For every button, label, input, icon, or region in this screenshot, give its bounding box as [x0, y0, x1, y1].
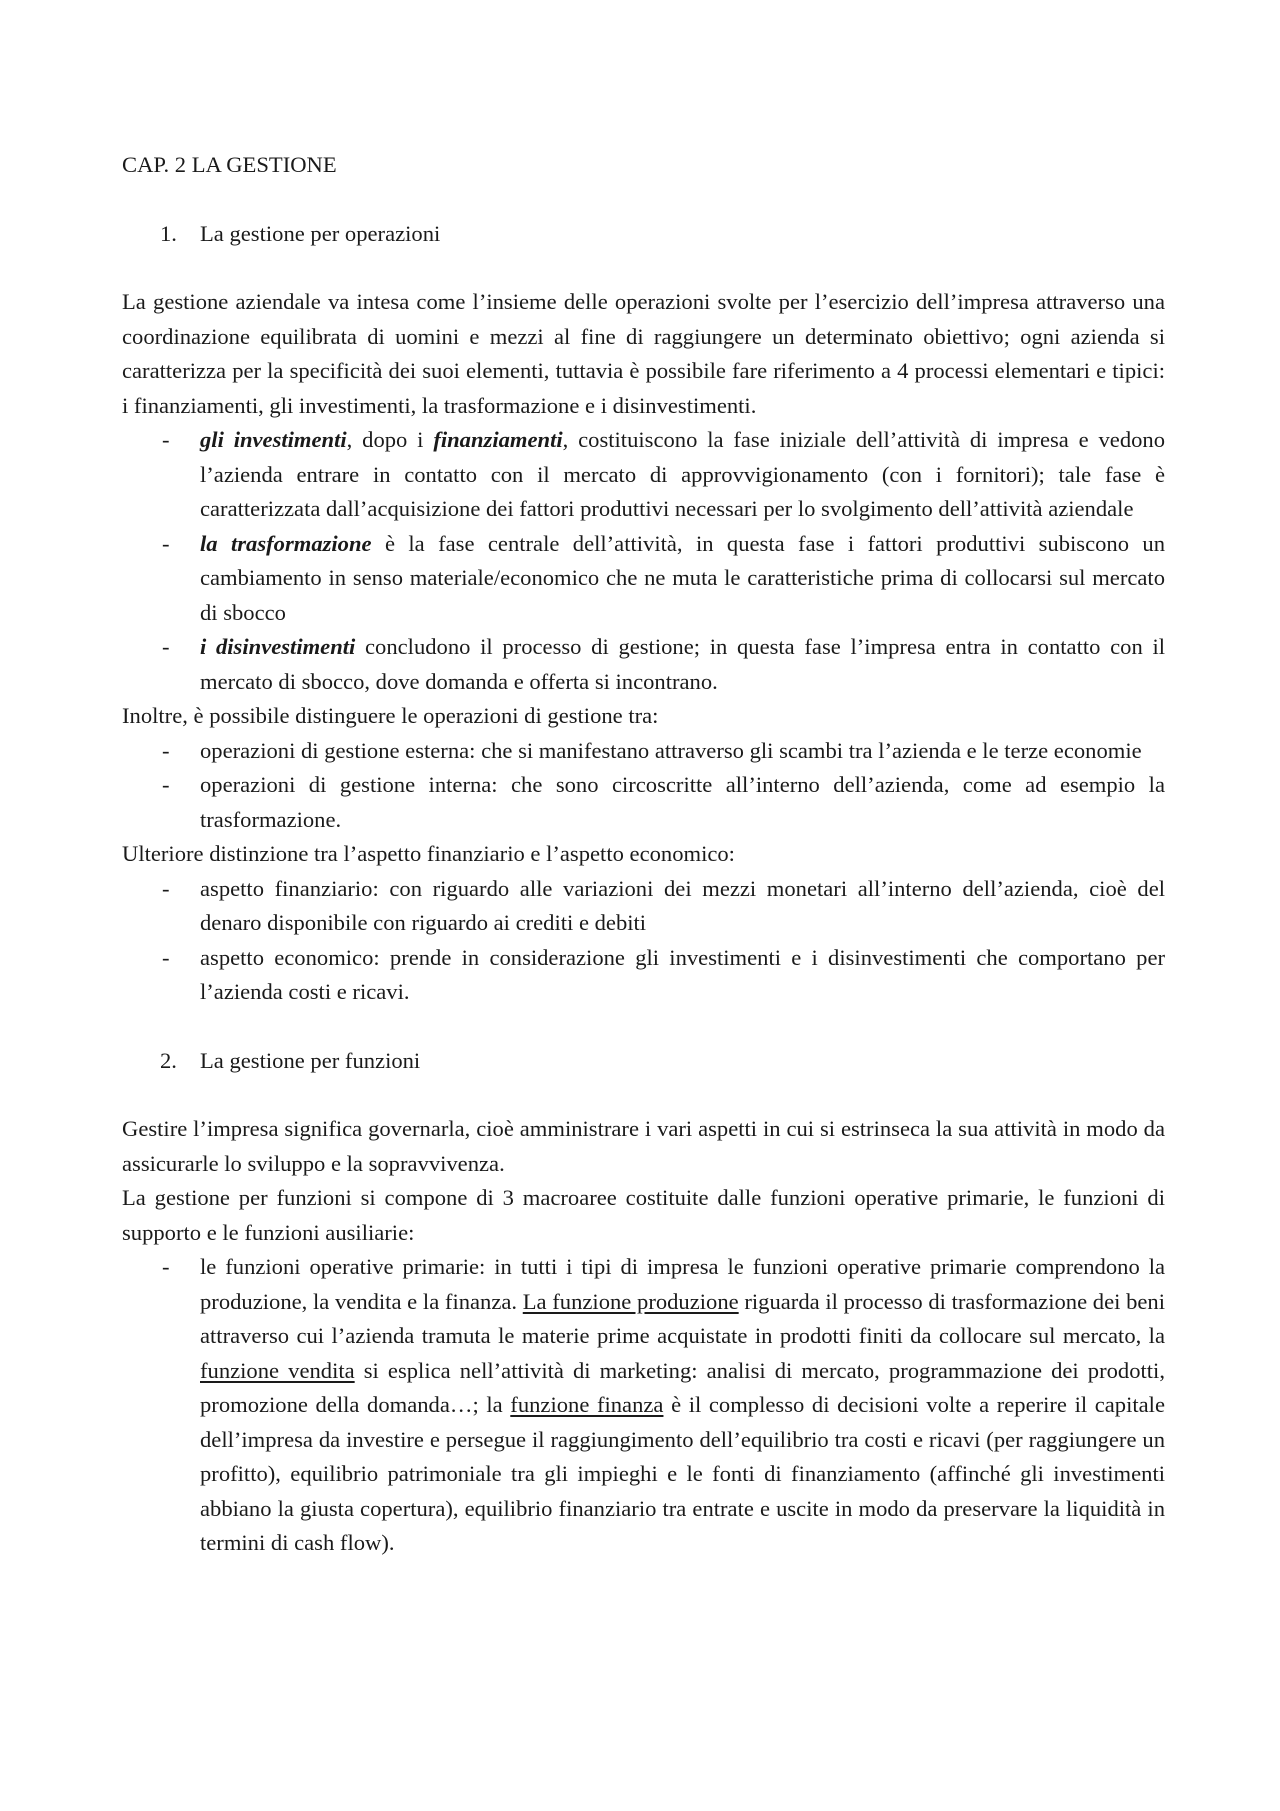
document-page	[122, 148, 1165, 1561]
section-1-number: 1.	[160, 220, 177, 246]
list-item-text: concludono il processo di gestione; in questa fase l’impresa entra in contatto con il mercato di sbocco, dove domanda e offerta si incontrano.	[200, 634, 1166, 694]
chapter-title: CAP. 2 LA GESTIONE	[122, 152, 337, 177]
list-item-text: , costituiscono la fase iniziale dell’attività di impresa e vedono l’azienda entrare in contatto con il mercato di approvvigionamento (con i fornitori); tale fase è caratterizzata dall’acquisizione dei fattori produttivi necessari per lo svolgimento dell’attività aziendale	[200, 427, 1166, 521]
section-2-title: La gestione per funzioni	[200, 1047, 421, 1073]
term-finanziamenti: finanziamenti	[433, 427, 563, 452]
list-item: - aspetto finanziario: con riguardo alle variazioni dei mezzi monetari all’interno dell’azienda, cioè del denaro disponibile con riguardo ai crediti e debiti	[122, 872, 1165, 941]
funzione-produzione-term: La funzione produzione	[522, 1288, 739, 1314]
section-1-title: La gestione per operazioni	[200, 220, 441, 246]
aspect-list	[122, 872, 1165, 1010]
section-2-number: 2.	[160, 1047, 177, 1073]
list-item-text: è la fase centrale dell’attività, in questa fase i fattori produttivi subiscono un cambiamento in senso materiale/economico che ne muta le caratteristiche prima di collocarsi sul mercato di sbocco	[200, 530, 1165, 625]
list-item	[122, 527, 1165, 631]
list-item	[122, 1250, 1165, 1561]
list-item-text: riguarda il processo di trasformazione dei beni attraverso cui l’azienda tramuta le materie prime acquistate in prodotti finiti da collocare sul mercato, la	[200, 1288, 1166, 1348]
list-item-text: è il complesso di decisioni volte a reperire il capitale dell’impresa da investire e persegue il raggiungimento dell’equilibrio tra costi e ricavi (per raggiungere un profitto), equilibrio patrimoniale tra gli impieghi e le fonti di finanziamento (affinché gli investimenti abbiano la giusta copertura), equilibrio finanziario tra entrate e uscite in modo da preservare la liquidità in termini di cash flow).	[200, 1392, 1165, 1555]
list-item-text: , dopo i	[346, 427, 434, 452]
funzione-finanza-term: funzione finanza	[510, 1392, 664, 1417]
section-1-heading	[122, 217, 1165, 252]
list-item: - operazioni di gestione interna: che sono circoscritte all’interno dell’azienda, come ad esempio la trasformazione.	[122, 768, 1165, 837]
funzione-vendita-term: funzione vendita	[200, 1357, 355, 1383]
section-2-para-2: La gestione per funzioni si compone di 3 macroaree costituite dalle funzioni operative primarie, le funzioni di supporto e le funzioni ausiliarie:	[122, 1185, 1165, 1245]
term-disinvestimenti: i disinvestimenti	[200, 634, 356, 659]
list-item-text: si esplica nell’attività di marketing: analisi di mercato, programmazione dei prodotti, promozione della domanda…; la	[200, 1357, 1165, 1417]
section-1-intro: La gestione aziendale va intesa come l’insieme delle operazioni svolte per l’esercizio dell’impresa attraverso una coordinazione equilibrata di uomini e mezzi al fine di raggiungere un determinato obiettivo; ogni azienda si caratterizza per la specificità dei suoi elementi, tuttavia è possibile fare riferimento a 4 processi elementari e tipici: i finanziamenti, gli investimenti, la trasformazione e i disinvestimenti.	[122, 289, 1165, 418]
term-investimenti: gli investimenti	[200, 427, 347, 452]
list-item	[122, 423, 1165, 527]
list-item	[122, 630, 1165, 699]
functions-list	[122, 1250, 1165, 1561]
distinction-list	[122, 734, 1165, 838]
section-2-heading	[122, 1044, 1165, 1079]
term-trasformazione: la trasformazione	[200, 530, 372, 556]
list-item: - operazioni di gestione esterna: che si manifestano attraverso gli scambi tra l’azienda e le terze economie	[122, 734, 1165, 769]
list-item-text: le funzioni operative primarie: in tutti i tipi di impresa le funzioni operative primarie comprendono la produzione, la vendita e la finanza.	[200, 1254, 1165, 1314]
section-2-para-1: Gestire l’impresa significa governarla, cioè amministrare i vari aspetti in cui si estrinseca la sua attività in modo da assicurarle lo sviluppo e la sopravvivenza.	[122, 1116, 1165, 1176]
aspect-intro: Ulteriore distinzione tra l’aspetto finanziario e l’aspetto economico:	[122, 841, 735, 866]
distinction-intro: Inoltre, è possibile distinguere le operazioni di gestione tra:	[122, 703, 659, 728]
processes-list	[122, 423, 1165, 699]
list-item: - aspetto economico: prende in considerazione gli investimenti e i disinvestimenti che comportano per l’azienda costi e ricavi.	[122, 941, 1165, 1010]
